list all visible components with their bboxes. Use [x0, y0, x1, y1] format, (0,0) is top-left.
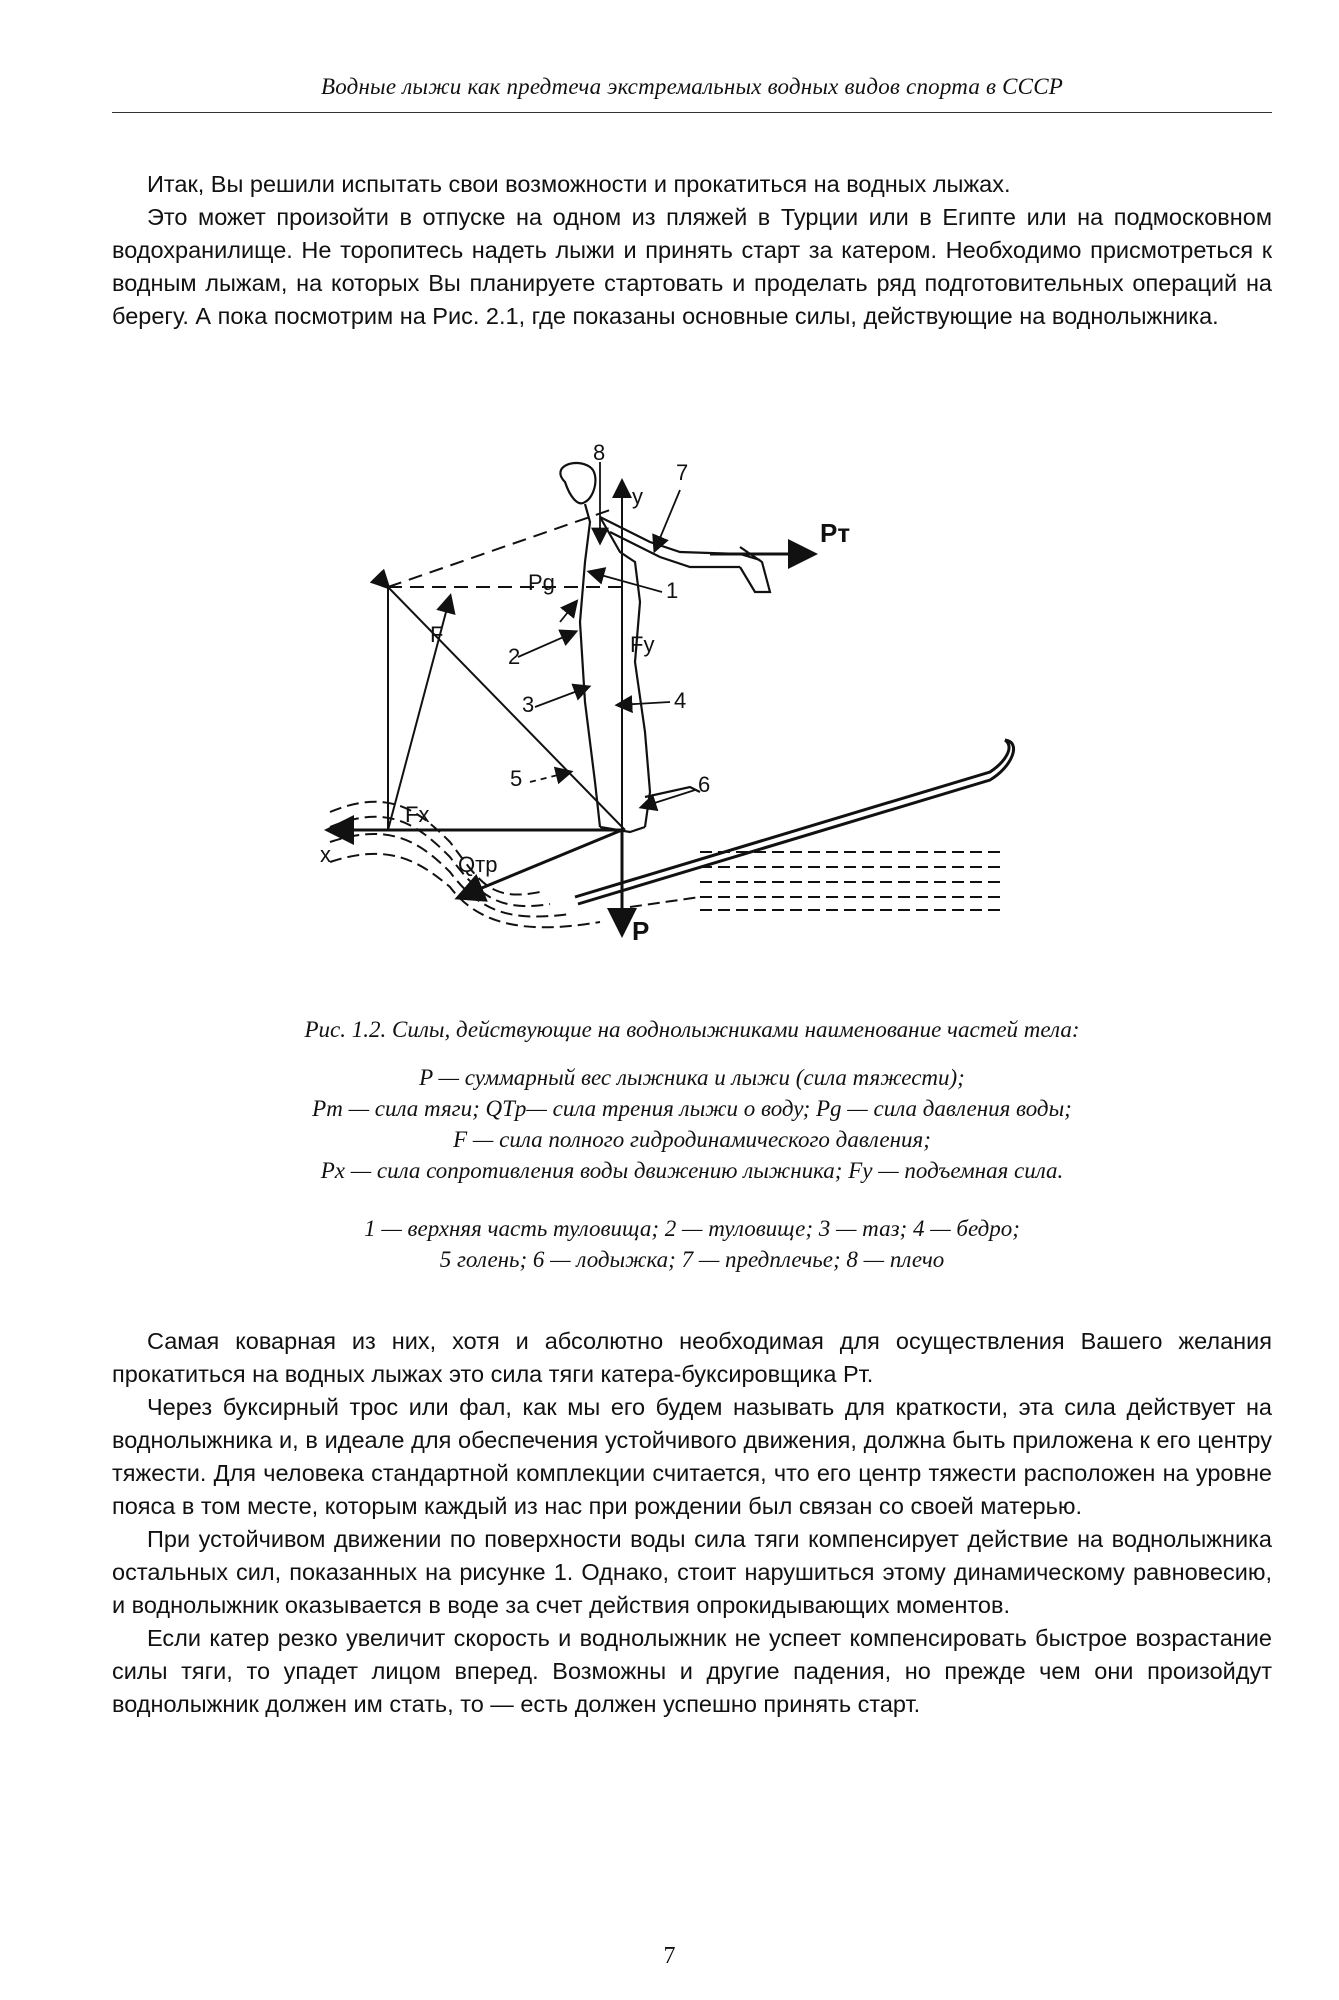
force-qtp-label: Qтр — [458, 852, 498, 877]
callout-4: 4 — [674, 688, 687, 713]
callout-leaders — [518, 462, 695, 807]
body-text — [112, 1325, 1272, 1721]
force-f-label: F — [430, 622, 444, 647]
header-rule — [112, 112, 1272, 113]
water-waves — [330, 802, 1000, 928]
body-paragraph-3: При устойчивом движении по поверхности воды сила тяги компенсирует действие на воднолыжника остальных сил, показанных на рисунке 1. Однако, стоит нарушиться этому динамическому равновесию, и воднолыжник оказывается в воде за счет действия опрокидывающих моментов. — [112, 1526, 1272, 1618]
callout-7: 7 — [676, 460, 689, 485]
y-axis-label: y — [632, 484, 643, 509]
intro-text — [112, 168, 1272, 333]
x-axis-label: x — [320, 842, 331, 867]
force-pg-label: Pg — [528, 570, 555, 595]
caption-force-line: Pm — сила тяги; QTp— сила трения лыжи о воду; Pg — сила давления воды; — [312, 1096, 1072, 1121]
caption-part-line: 1 — верхняя часть туловища; 2 — туловище; 3 — таз; 4 — бедро; — [364, 1216, 1020, 1241]
callout-3: 3 — [522, 692, 535, 717]
callout-6: 6 — [698, 772, 711, 797]
callout-2: 2 — [508, 644, 521, 669]
body-paragraph-1: Самая коварная из них, хотя и абсолютно необходимая для осуществления Вашего желания прокатиться на водных лыжах это сила тяги катера-буксировщика Рт. — [112, 1328, 1272, 1387]
force-p-label: P — [632, 916, 650, 946]
force-pt-label: Pт — [820, 518, 851, 548]
body-paragraph-4: Если катер резко увеличит скорость и воднолыжник не успеет компенсировать быстрое возрастание силы тяги, то упадет лицом вперед. Возможны и другие падения, но прежде чем они произойдут воднолыжник должен им стать, то — есть должен успешно принять старт. — [112, 1625, 1272, 1717]
figure-caption-parts — [112, 1213, 1272, 1275]
caption-force-line: Px — сила сопротивления воды движению лыжника; Fy — подъемная сила. — [320, 1158, 1064, 1183]
force-fy-label: Fy — [630, 632, 655, 657]
force-arrows — [330, 482, 812, 932]
skier-figure — [560, 463, 770, 832]
callout-5: 5 — [510, 766, 523, 791]
running-header: Водные лыжи как предтеча экстремальных водных видов спорта в СССР — [320, 74, 1064, 99]
forces-diagram — [300, 442, 1040, 962]
force-fx-label: Fx — [405, 802, 430, 827]
figure-caption-title: Рис. 1.2. Силы, действующие на воднолыжниками наименование частей тела: — [304, 1017, 1080, 1042]
caption-force-line: P — суммарный вес лыжника и лыжи (сила тяжести); — [419, 1065, 965, 1090]
intro-paragraph-2: Это может произойти в отпуске на одном из пляжей в Турции или в Египте или на подмосковном водохранилище. Не торопитесь надеть лыжи и принять старт за катером. Необходимо присмотреться к водным лыжам, на которых Вы планируете стартовать и проделать ряд подготовительных операций на берегу. А пока посмотрим на Рис. 2.1, где показаны основные силы, действующие на воднолыжника. — [112, 204, 1272, 329]
page-number: 7 — [663, 1943, 676, 1969]
caption-part-line: 5 голень; 6 — лодыжка; 7 — предплечье; 8 — плечо — [439, 1247, 945, 1272]
intro-paragraph-1: Итак, Вы решили испытать свои возможности и прокатиться на водных лыжах. — [147, 171, 1011, 197]
caption-force-line: F — сила полного гидродинамического давления; — [453, 1127, 931, 1152]
body-paragraph-2: Через буксирный трос или фал, как мы его будем называть для краткости, эта сила действует на воднолыжника и, в идеале для обеспечения устойчивого движения, должна быть приложена к его центру тяжести. Для человека стандартной комплекции считается, что его центр тяжести расположен на уровне пояса в том месте, которым каждый из нас при рождении был связан со своей матерью. — [112, 1394, 1272, 1519]
callout-8: 8 — [593, 442, 606, 465]
callout-1: 1 — [666, 578, 679, 603]
figure-caption-forces — [112, 1062, 1272, 1186]
water-ski — [575, 740, 1014, 904]
force-construction — [388, 510, 625, 830]
